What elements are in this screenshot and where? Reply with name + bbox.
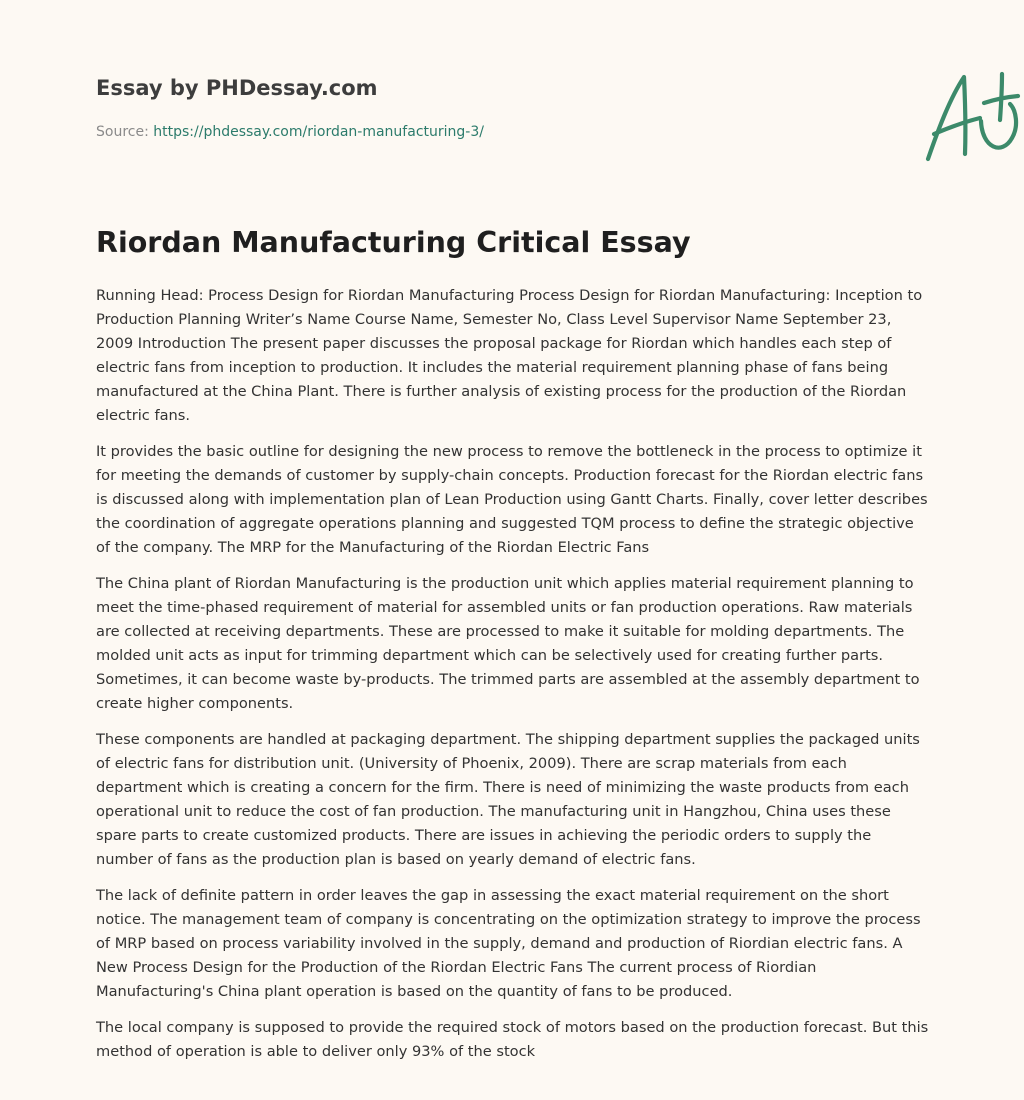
paragraph-6: The local company is supposed to provide the required stock of motors based on the production forecast. But this method of operation is able to deliver only 93% of the stock (96, 1019, 929, 1060)
site-title: Essay by PHDessay.com (96, 76, 378, 100)
paragraph-1: Running Head: Process Design for Riordan Manufacturing Process Design for Riordan Manufacturing: Inception to Production Planning Writer’s Name Course Name, Semester No, Class Level Supervisor Name September 23, 2009 Introduction The present paper discusses the proposal package for Riordan which handles each step of electric fans from inception to production. It includes the material requirement planning phase of fans being manufactured at the China Plant. There is further analysis of existing process for the production of the Riordan electric fans. (96, 287, 923, 424)
paragraph-2: It provides the basic outline for designing the new process to remove the bottleneck in the process to optimize it for meeting the demands of customer by supply-chain concepts. Production forecast for the Riordan electric fans is discussed along with implementation plan of Lean Production using Gantt Charts. Finally, cover letter describes the coordination of aggregate operations planning and suggested TQM process to define the strategic objective of the company. The MRP for the Manufacturing of the Riordan Electric Fans (96, 443, 928, 556)
source-line (96, 124, 484, 140)
paragraph-4: These components are handled at packaging department. The shipping department supplies the packaged units of electric fans for distribution unit. (University of Phoenix, 2009). There are scrap materials from each department which is creating a concern for the firm. There is need of minimizing the waste products from each operational unit to reduce the cost of fan production. The manufacturing unit in Hangzhou, China uses these spare parts to create customized products. There are issues in achieving the periodic orders to supply the number of fans as the production plan is based on yearly demand of electric fans. (96, 731, 920, 868)
essay-body (96, 284, 930, 1076)
source-label: Source: (96, 124, 154, 140)
essay-title: Riordan Manufacturing Critical Essay (96, 226, 691, 259)
paragraph-3: The China plant of Riordan Manufacturing is the production unit which applies material requirement planning to meet the time-phased requirement of material for assembled units or fan production operations. Raw materials are collected at receiving departments. These are processed to make it suitable for molding departments. The molded unit acts as input for trimming department which can be selectively used for creating further parts. Sometimes, it can become waste by-products. The trimmed parts are assembled at the assembly department to create higher components. (96, 575, 920, 712)
a-plus-logo (918, 68, 1024, 164)
source-link[interactable]: https://phdessay.com/riordan-manufacturing-3/ (153, 124, 484, 140)
paragraph-5: The lack of definite pattern in order leaves the gap in assessing the exact material requirement on the short notice. The management team of company is concentrating on the optimization strategy to improve the process of MRP based on process variability involved in the supply, demand and production of Riordian electric fans. A New Process Design for the Production of the Riordan Electric Fans The current process of Riordian Manufacturing's China plant operation is based on the quantity of fans to be produced. (96, 887, 921, 1000)
